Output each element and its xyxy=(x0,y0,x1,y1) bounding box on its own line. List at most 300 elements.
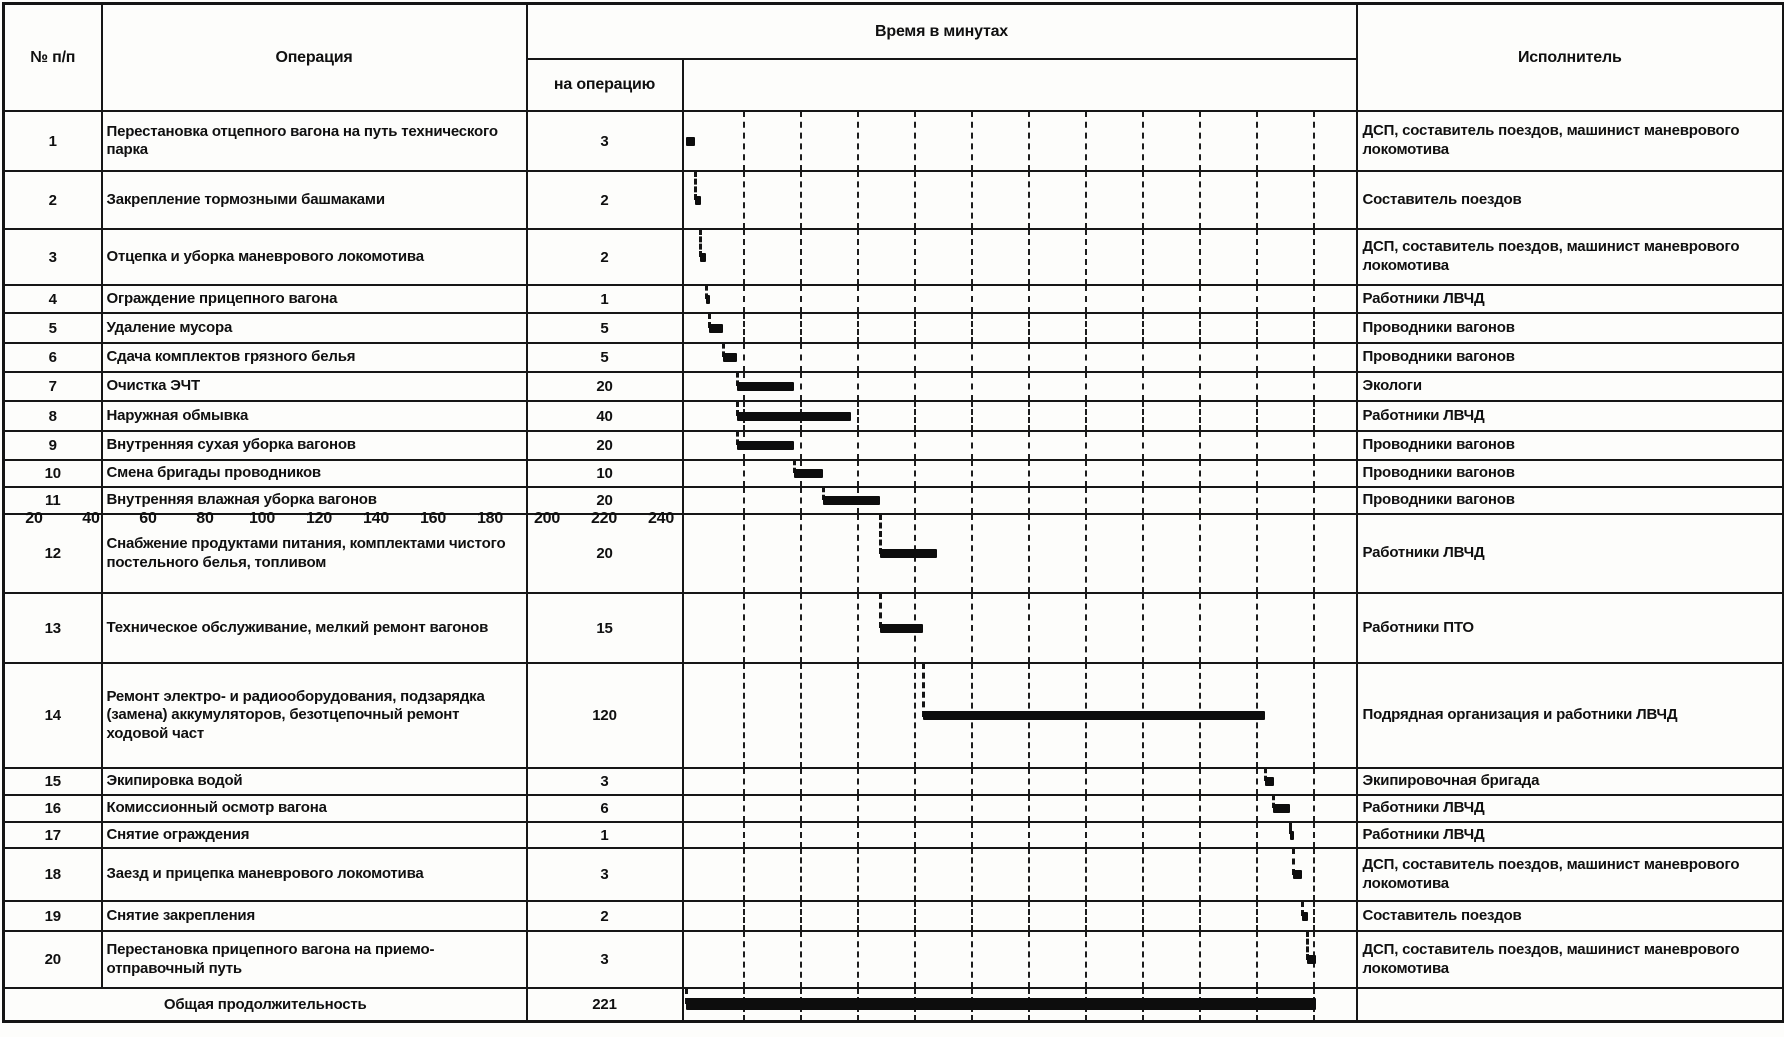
gridline xyxy=(1085,373,1087,400)
op-num-cell: 17 xyxy=(4,822,102,848)
operation-cell: Удаление мусора xyxy=(102,313,527,343)
gridline xyxy=(1142,796,1144,821)
gridline xyxy=(1085,286,1087,312)
operation-cell: Снабжение продуктами питания, комплектами чистого постельного белья, топливом xyxy=(102,514,527,593)
gridline xyxy=(1313,823,1315,847)
op-num-cell: 11 xyxy=(4,487,102,514)
gridline xyxy=(743,849,745,900)
op-num-cell: 9 xyxy=(4,431,102,460)
gridline xyxy=(1199,849,1201,900)
op-num-cell: 16 xyxy=(4,795,102,822)
gridline xyxy=(1199,823,1201,847)
gridline xyxy=(1028,849,1030,900)
gantt-cell xyxy=(683,372,1357,401)
gridline xyxy=(857,932,859,987)
gridline xyxy=(857,230,859,284)
gridline xyxy=(800,769,802,794)
gridline xyxy=(1085,172,1087,228)
op-num-cell: 6 xyxy=(4,343,102,372)
total-duration-cell: 221 xyxy=(527,988,683,1021)
gridline xyxy=(743,314,745,342)
op-num-cell: 19 xyxy=(4,901,102,931)
gridline xyxy=(1028,461,1030,486)
duration-cell: 2 xyxy=(527,901,683,931)
gridline xyxy=(1256,402,1258,430)
op-num-cell: 5 xyxy=(4,313,102,343)
gridline xyxy=(971,314,973,342)
gridline xyxy=(1256,373,1258,400)
gridline xyxy=(971,769,973,794)
gridline xyxy=(1199,932,1201,987)
gridline xyxy=(1256,314,1258,342)
gantt-bar xyxy=(737,382,794,391)
gridline xyxy=(1199,112,1201,170)
op-num-cell: 7 xyxy=(4,372,102,401)
gridline xyxy=(1085,902,1087,930)
gridline xyxy=(1313,796,1315,821)
gridline xyxy=(971,402,973,430)
gantt-bar xyxy=(1302,912,1308,921)
gantt-cell xyxy=(683,768,1357,795)
gridline xyxy=(1199,286,1201,312)
gantt-bar xyxy=(1265,777,1274,786)
gantt-cell xyxy=(683,431,1357,460)
gridline xyxy=(914,796,916,821)
gridline xyxy=(914,172,916,228)
gridline xyxy=(1199,402,1201,430)
gridline xyxy=(971,172,973,228)
gridline xyxy=(1028,902,1030,930)
gridline xyxy=(1028,373,1030,400)
gridline xyxy=(857,823,859,847)
duration-cell: 2 xyxy=(527,229,683,285)
gridline xyxy=(1199,373,1201,400)
gridline xyxy=(1199,594,1201,662)
operation-cell: Перестановка отцепного вагона на путь технического парка xyxy=(102,111,527,171)
gridline xyxy=(971,932,973,987)
executor-cell: Проводники вагонов xyxy=(1357,460,1784,487)
duration-cell: 3 xyxy=(527,931,683,988)
gridline xyxy=(857,594,859,662)
duration-cell: 6 xyxy=(527,795,683,822)
duration-cell: 1 xyxy=(527,822,683,848)
gridline xyxy=(914,230,916,284)
executor-cell: Проводники вагонов xyxy=(1357,343,1784,372)
gridline xyxy=(857,314,859,342)
executor-cell: Подрядная организация и работники ЛВЧД xyxy=(1357,663,1784,768)
gridline xyxy=(800,112,802,170)
gridline xyxy=(743,488,745,513)
gridline xyxy=(971,488,973,513)
gridline xyxy=(1142,932,1144,987)
gridline xyxy=(800,432,802,459)
gridline xyxy=(857,796,859,821)
gridline xyxy=(971,849,973,900)
gridline xyxy=(1142,230,1144,284)
gridline xyxy=(914,902,916,930)
gantt-bar xyxy=(1290,831,1294,840)
gridline xyxy=(1142,402,1144,430)
gridline xyxy=(857,461,859,486)
gridline xyxy=(1142,344,1144,371)
gridline xyxy=(1313,230,1315,284)
gridline xyxy=(857,849,859,900)
gridline xyxy=(1256,594,1258,662)
gridline xyxy=(1256,432,1258,459)
gantt-bar xyxy=(794,469,823,478)
gantt-cell xyxy=(683,822,1357,848)
gantt-cell xyxy=(683,171,1357,229)
gridline xyxy=(1256,796,1258,821)
col-header-operation: Операция xyxy=(102,4,527,112)
operation-cell: Снятие ограждения xyxy=(102,822,527,848)
gridline xyxy=(1142,515,1144,592)
col-header-num: № п/п xyxy=(4,4,102,112)
gridline xyxy=(1199,344,1201,371)
op-num-cell: 2 xyxy=(4,171,102,229)
executor-cell: Работники ЛВЧД xyxy=(1357,401,1784,431)
gridline xyxy=(1085,402,1087,430)
col-header-per-operation: на операцию xyxy=(527,59,683,111)
gridline xyxy=(1313,286,1315,312)
gridline xyxy=(1313,461,1315,486)
gridline xyxy=(1313,664,1315,767)
executor-cell: ДСП, составитель поездов, машинист маневрового локомотива xyxy=(1357,111,1784,171)
gridline xyxy=(1028,344,1030,371)
gridline xyxy=(1199,796,1201,821)
op-num-cell: 18 xyxy=(4,848,102,901)
gridline xyxy=(914,373,916,400)
gridline xyxy=(1085,432,1087,459)
gridline xyxy=(857,286,859,312)
gridline xyxy=(914,432,916,459)
gridline xyxy=(1028,402,1030,430)
op-num-cell: 13 xyxy=(4,593,102,663)
gridline xyxy=(914,112,916,170)
gridline xyxy=(1085,849,1087,900)
gridline xyxy=(857,664,859,767)
gridline xyxy=(1085,112,1087,170)
gridline xyxy=(1085,488,1087,513)
gridline xyxy=(1256,172,1258,228)
gridline xyxy=(1199,314,1201,342)
gridline xyxy=(800,664,802,767)
op-num-cell: 10 xyxy=(4,460,102,487)
gridline xyxy=(914,488,916,513)
op-num-cell: 3 xyxy=(4,229,102,285)
time-axis-ticks: 20 40 60 80 100 120 140 160 180 200 220 240 xyxy=(25,509,675,527)
executor-cell: Работники ЛВЧД xyxy=(1357,285,1784,313)
gridline xyxy=(800,314,802,342)
duration-cell: 3 xyxy=(527,768,683,795)
gridline xyxy=(743,112,745,170)
gridline xyxy=(914,402,916,430)
gridline xyxy=(1313,849,1315,900)
gridline xyxy=(1199,432,1201,459)
gantt-cell xyxy=(683,901,1357,931)
op-num-cell: 20 xyxy=(4,931,102,988)
gridline xyxy=(1199,769,1201,794)
gridline xyxy=(1085,823,1087,847)
gridline xyxy=(1085,594,1087,662)
gantt-bar xyxy=(686,998,1316,1010)
gridline xyxy=(1313,488,1315,513)
gridline xyxy=(857,432,859,459)
operation-cell: Экипировка водой xyxy=(102,768,527,795)
duration-cell: 5 xyxy=(527,313,683,343)
executor-cell: Экипировочная бригада xyxy=(1357,768,1784,795)
gantt-bar xyxy=(923,711,1265,720)
gridline xyxy=(800,932,802,987)
gridline xyxy=(1142,594,1144,662)
operation-cell: Отцепка и уборка маневрового локомотива xyxy=(102,229,527,285)
gridline xyxy=(857,373,859,400)
duration-cell: 3 xyxy=(527,848,683,901)
gridline xyxy=(857,515,859,592)
gridline xyxy=(1256,344,1258,371)
gridline xyxy=(971,344,973,371)
executor-cell: ДСП, составитель поездов, машинист маневрового локомотива xyxy=(1357,229,1784,285)
duration-cell: 20 xyxy=(527,431,683,460)
executor-cell: Составитель поездов xyxy=(1357,901,1784,931)
gantt-cell xyxy=(683,313,1357,343)
gridline xyxy=(914,823,916,847)
total-label-cell: Общая продолжительность xyxy=(4,988,527,1021)
gridline xyxy=(800,286,802,312)
gridline xyxy=(1256,286,1258,312)
gantt-cell xyxy=(683,663,1357,768)
gridline xyxy=(971,594,973,662)
gridline xyxy=(1256,515,1258,592)
gantt-bar xyxy=(709,324,723,333)
header-row-sub xyxy=(4,59,1784,111)
gridline xyxy=(1256,849,1258,900)
duration-cell: 15 xyxy=(527,593,683,663)
executor-cell: Работники ПТО xyxy=(1357,593,1784,663)
gridline xyxy=(1085,932,1087,987)
gridline xyxy=(800,849,802,900)
gridline xyxy=(1085,314,1087,342)
executor-cell: ДСП, составитель поездов, машинист маневрового локомотива xyxy=(1357,848,1784,901)
gridline xyxy=(743,461,745,486)
gridline xyxy=(914,769,916,794)
gridline xyxy=(800,902,802,930)
gridline xyxy=(743,286,745,312)
gridline xyxy=(743,796,745,821)
gridline xyxy=(800,594,802,662)
gridline xyxy=(914,461,916,486)
gridline xyxy=(1028,488,1030,513)
gridline xyxy=(1199,515,1201,592)
gantt-bar xyxy=(737,441,794,450)
gridline xyxy=(1028,515,1030,592)
operation-cell: Закрепление тормозными башмаками xyxy=(102,171,527,229)
gridline xyxy=(743,230,745,284)
gridline xyxy=(1028,286,1030,312)
gridline xyxy=(1085,230,1087,284)
gridline xyxy=(1313,112,1315,170)
gridline xyxy=(1142,373,1144,400)
op-num-cell: 8 xyxy=(4,401,102,431)
gridline xyxy=(1313,515,1315,592)
op-num-cell: 15 xyxy=(4,768,102,795)
duration-cell: 20 xyxy=(527,514,683,593)
gridline xyxy=(1142,432,1144,459)
gridline xyxy=(800,172,802,228)
gridline xyxy=(914,314,916,342)
gridline xyxy=(1085,344,1087,371)
executor-cell: Работники ЛВЧД xyxy=(1357,795,1784,822)
duration-cell: 5 xyxy=(527,343,683,372)
gridline xyxy=(1142,849,1144,900)
gridline xyxy=(1199,461,1201,486)
duration-cell: 20 xyxy=(527,372,683,401)
operation-cell: Комиссионный осмотр вагона xyxy=(102,795,527,822)
gridline xyxy=(1313,769,1315,794)
gantt-bar xyxy=(1307,955,1316,964)
gantt-bar xyxy=(695,196,701,205)
gridline xyxy=(971,230,973,284)
gantt-cell xyxy=(683,285,1357,313)
gridline xyxy=(971,286,973,312)
gridline xyxy=(1142,314,1144,342)
gantt-cell xyxy=(683,111,1357,171)
gridline xyxy=(1028,112,1030,170)
gridline xyxy=(1085,515,1087,592)
gantt-cell xyxy=(683,487,1357,514)
gridline xyxy=(971,796,973,821)
gantt-cell xyxy=(683,401,1357,431)
gridline xyxy=(800,823,802,847)
gridline xyxy=(1256,461,1258,486)
gridline xyxy=(1256,823,1258,847)
gantt-bar xyxy=(700,253,706,262)
gridline xyxy=(1256,488,1258,513)
gantt-bar xyxy=(823,496,880,505)
operations-schedule-table xyxy=(2,2,1784,1023)
gridline xyxy=(1142,902,1144,930)
gantt-cell xyxy=(683,848,1357,901)
gridline xyxy=(1256,902,1258,930)
gridline xyxy=(1142,823,1144,847)
gridline xyxy=(971,823,973,847)
duration-cell: 3 xyxy=(527,111,683,171)
gridline xyxy=(1142,769,1144,794)
duration-cell: 40 xyxy=(527,401,683,431)
gridline xyxy=(914,849,916,900)
gridline xyxy=(1313,902,1315,930)
gridline xyxy=(743,769,745,794)
col-header-time-group: Время в минутах xyxy=(527,4,1357,60)
gridline xyxy=(743,902,745,930)
gantt-bar xyxy=(1293,870,1302,879)
gridline xyxy=(857,112,859,170)
executor-cell: Экологи xyxy=(1357,372,1784,401)
gridline xyxy=(971,432,973,459)
operation-cell: Ремонт электро- и радиооборудования, подзарядка (замена) аккумуляторов, безотцепочный ремонт ходовой част xyxy=(102,663,527,768)
gridline xyxy=(1028,432,1030,459)
gridline xyxy=(1199,902,1201,930)
executor-cell: ДСП, составитель поездов, машинист маневрового локомотива xyxy=(1357,931,1784,988)
gantt-bar xyxy=(880,624,923,633)
gridline xyxy=(914,344,916,371)
duration-cell: 10 xyxy=(527,460,683,487)
gridline xyxy=(1028,932,1030,987)
gridline xyxy=(1313,432,1315,459)
operation-cell: Заезд и прицепка маневрового локомотива xyxy=(102,848,527,901)
gantt-cell xyxy=(683,229,1357,285)
gridline xyxy=(1256,932,1258,987)
gridline xyxy=(1199,172,1201,228)
gridline xyxy=(1085,769,1087,794)
gridline xyxy=(1199,230,1201,284)
executor-cell: Составитель поездов xyxy=(1357,171,1784,229)
gantt-cell xyxy=(683,988,1357,1021)
duration-cell: 120 xyxy=(527,663,683,768)
gridline xyxy=(914,664,916,767)
gantt-cell xyxy=(683,460,1357,487)
operation-cell: Внутренняя сухая уборка вагонов xyxy=(102,431,527,460)
gantt-cell xyxy=(683,593,1357,663)
gridline xyxy=(743,932,745,987)
executor-cell: Проводники вагонов xyxy=(1357,313,1784,343)
gridline xyxy=(743,515,745,592)
gridline xyxy=(857,769,859,794)
gantt-bar xyxy=(723,353,737,362)
gantt-link xyxy=(922,664,925,717)
gridline xyxy=(914,286,916,312)
gridline xyxy=(1313,373,1315,400)
gridline xyxy=(857,172,859,228)
gridline xyxy=(1028,823,1030,847)
gridline xyxy=(743,172,745,228)
executor-cell: Работники ЛВЧД xyxy=(1357,822,1784,848)
gridline xyxy=(1028,172,1030,228)
gridline xyxy=(971,373,973,400)
gridline xyxy=(800,230,802,284)
gridline xyxy=(857,402,859,430)
gantt-cell xyxy=(683,931,1357,988)
gridline xyxy=(1313,344,1315,371)
gridline xyxy=(971,902,973,930)
gridline xyxy=(1313,172,1315,228)
gridline xyxy=(971,461,973,486)
gridline xyxy=(1313,594,1315,662)
gridline xyxy=(857,902,859,930)
operation-cell: Внутренняя влажная уборка вагонов xyxy=(102,487,527,514)
gridline xyxy=(1028,230,1030,284)
gridline xyxy=(971,112,973,170)
operation-cell: Перестановка прицепного вагона на приемо-отправочный путь xyxy=(102,931,527,988)
col-header-executor: Исполнитель xyxy=(1357,4,1784,112)
operation-cell: Ограждение прицепного вагона xyxy=(102,285,527,313)
operation-cell: Снятие закрепления xyxy=(102,901,527,931)
op-num-cell: 12 xyxy=(4,514,102,593)
gridline xyxy=(1199,488,1201,513)
gridline xyxy=(743,344,745,371)
gridline xyxy=(743,823,745,847)
gridline xyxy=(1028,796,1030,821)
gridline xyxy=(857,344,859,371)
executor-cell: Проводники вагонов xyxy=(1357,487,1784,514)
gridline xyxy=(800,515,802,592)
op-num-cell: 1 xyxy=(4,111,102,171)
gridline xyxy=(1256,230,1258,284)
executor-cell: Проводники вагонов xyxy=(1357,431,1784,460)
gridline xyxy=(743,664,745,767)
gantt-cell xyxy=(683,795,1357,822)
gridline xyxy=(1142,488,1144,513)
